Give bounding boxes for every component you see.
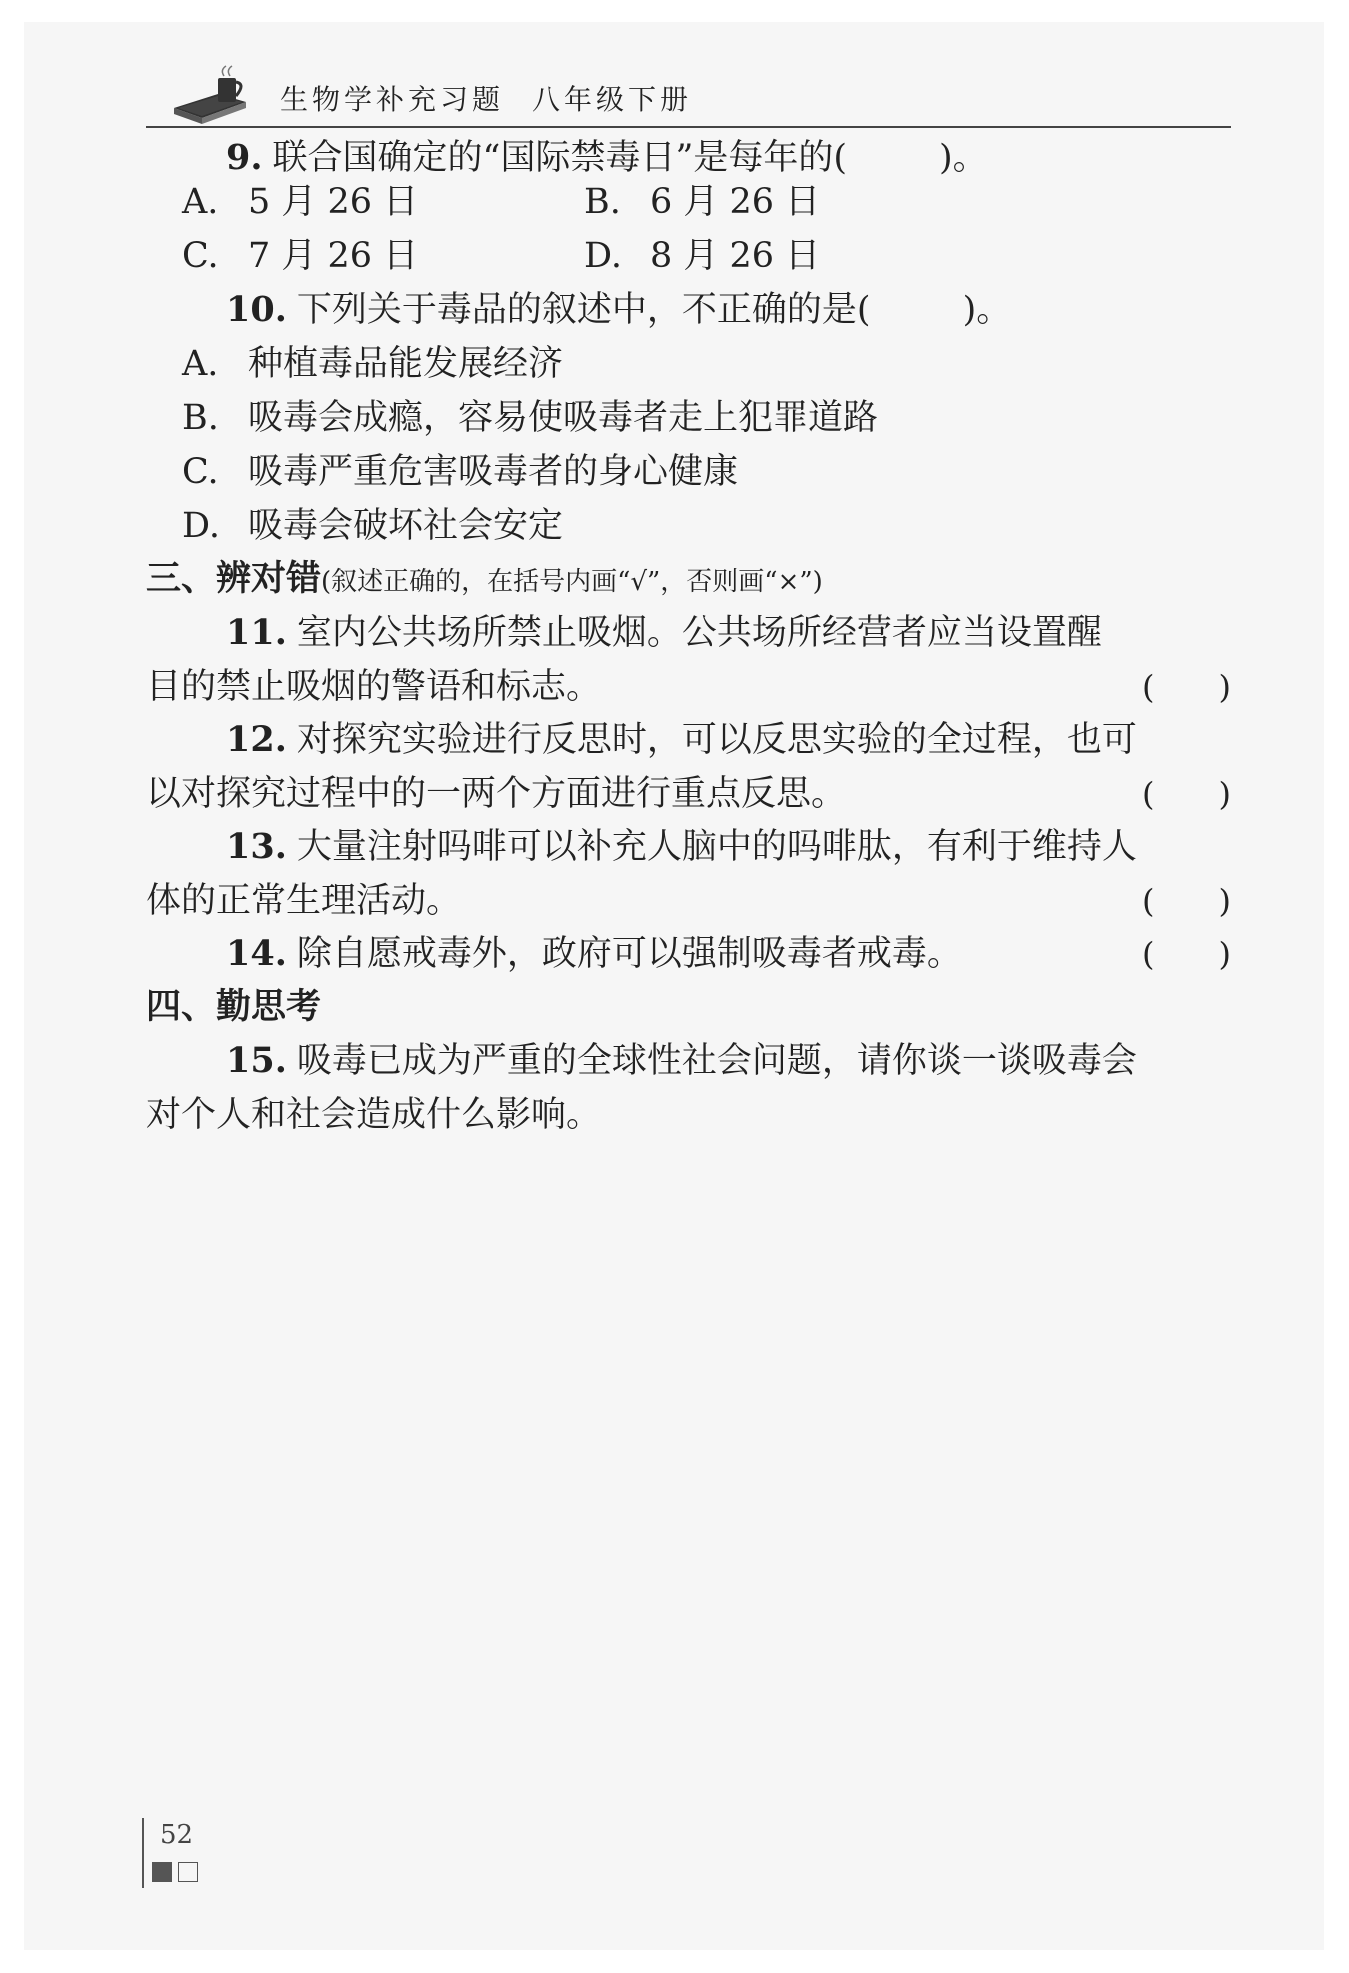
question-number: 15. bbox=[226, 1040, 287, 1081]
question-stem: 联合国确定的“国际禁毒日”是每年的( bbox=[272, 138, 847, 178]
option-letter: D. bbox=[584, 236, 622, 276]
question-10 bbox=[226, 288, 1011, 332]
question-12-cont bbox=[146, 772, 1231, 816]
question-number: 12. bbox=[226, 719, 287, 760]
question-9 bbox=[226, 136, 988, 180]
section-title: 三、辨对错 bbox=[146, 559, 322, 599]
question-stem: 下列关于毒品的叙述中，不正确的是( bbox=[296, 290, 871, 330]
question-15 bbox=[226, 1039, 1137, 1083]
question-13-cont bbox=[146, 879, 1231, 923]
footer-divider bbox=[142, 1818, 144, 1888]
question-text: 大量注射吗啡可以补充人脑中的吗啡肽，有利于维持人 bbox=[296, 827, 1137, 867]
empty-square-icon bbox=[178, 1862, 198, 1882]
option-letter: C. bbox=[182, 236, 219, 276]
option-9c bbox=[182, 234, 418, 278]
section-heading-3 bbox=[146, 557, 823, 604]
question-11 bbox=[226, 611, 1102, 655]
option-letter: A. bbox=[182, 344, 219, 384]
filled-square-icon bbox=[152, 1862, 172, 1882]
question-number: 13. bbox=[226, 826, 287, 867]
option-9a bbox=[182, 180, 418, 224]
question-text: 以对探究过程中的一两个方面进行重点反思。 bbox=[146, 774, 847, 814]
answer-paren[interactable]: ( ) bbox=[1142, 775, 1231, 813]
book-and-cup-icon bbox=[166, 64, 256, 124]
question-text: 对探究实验进行反思时，可以反思实验的全过程，也可 bbox=[296, 720, 1137, 760]
question-text: 体的正常生理活动。 bbox=[146, 881, 462, 921]
option-text: 5 月 26 日 bbox=[248, 182, 419, 222]
answer-paren[interactable]: ( ) bbox=[1142, 935, 1231, 973]
section-note: (叙述正确的，在括号内画“√”，否则画“×”) bbox=[321, 567, 823, 597]
option-letter: D. bbox=[182, 506, 220, 546]
question-14 bbox=[226, 932, 1231, 976]
option-10a bbox=[182, 342, 563, 386]
question-text: 除自愿戒毒外，政府可以强制吸毒者戒毒。 bbox=[296, 934, 962, 974]
question-number: 11. bbox=[226, 612, 287, 653]
question-13 bbox=[226, 825, 1137, 869]
question-number: 10. bbox=[226, 289, 287, 330]
option-10c bbox=[182, 450, 738, 494]
book-title-text: 生物学补充习题 bbox=[280, 83, 505, 116]
question-text: 吸毒已成为严重的全球性社会问题，请你谈一谈吸毒会 bbox=[296, 1041, 1137, 1081]
question-stem-end: )。 bbox=[939, 138, 988, 178]
answer-paren[interactable]: ( ) bbox=[1142, 882, 1231, 920]
option-10b bbox=[182, 396, 878, 440]
option-text: 7 月 26 日 bbox=[248, 236, 419, 276]
option-text: 6 月 26 日 bbox=[650, 182, 821, 222]
option-letter: B. bbox=[584, 182, 621, 222]
option-text: 吸毒严重危害吸毒者的身心健康 bbox=[248, 452, 739, 492]
option-text: 8 月 26 日 bbox=[650, 236, 821, 276]
option-9d bbox=[584, 234, 820, 278]
question-11-cont bbox=[146, 665, 1231, 709]
page-header bbox=[146, 50, 1231, 128]
question-stem-end: )。 bbox=[962, 290, 1012, 330]
page-number: 52 bbox=[160, 1820, 194, 1850]
option-text: 种植毒品能发展经济 bbox=[248, 344, 564, 384]
question-number: 9. bbox=[226, 137, 263, 178]
question-number: 14. bbox=[226, 933, 287, 974]
section-heading-4 bbox=[146, 985, 321, 1029]
option-9b bbox=[584, 180, 820, 224]
option-text: 吸毒会破坏社会安定 bbox=[248, 506, 564, 546]
answer-paren[interactable]: ( ) bbox=[1142, 668, 1231, 706]
option-letter: C. bbox=[182, 452, 219, 492]
question-15-cont bbox=[146, 1093, 601, 1137]
option-10d bbox=[182, 504, 563, 548]
question-text: 对个人和社会造成什么影响。 bbox=[146, 1095, 602, 1135]
question-12 bbox=[226, 718, 1137, 762]
question-text: 室内公共场所禁止吸烟。公共场所经营者应当设置醒 bbox=[296, 613, 1102, 653]
grade-text: 八年级下册 bbox=[532, 83, 693, 116]
option-letter: B. bbox=[182, 398, 219, 438]
section-title: 四、勤思考 bbox=[146, 987, 322, 1027]
question-text: 目的禁止吸烟的警语和标志。 bbox=[146, 667, 602, 707]
option-letter: A. bbox=[182, 182, 219, 222]
option-text: 吸毒会成瘾，容易使吸毒者走上犯罪道路 bbox=[248, 398, 879, 438]
book-title bbox=[280, 78, 692, 118]
